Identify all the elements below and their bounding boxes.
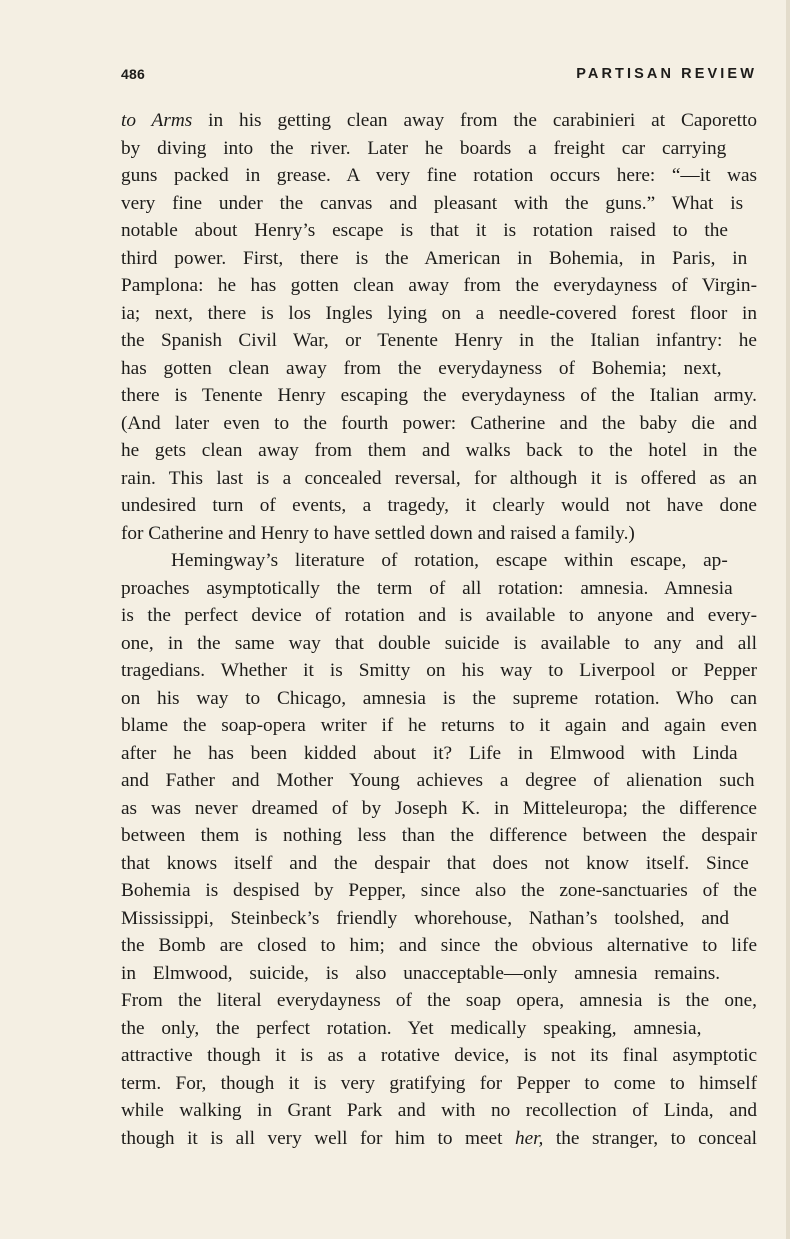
text-line: after he has been kidded about it? Life in Elmwood with Linda [121, 742, 738, 764]
text-line: while walking in Grant Park and with no recollection of Linda, and [121, 1100, 757, 1121]
text-line: to Arms in his getting clean away from the carabinieri at Caporetto [121, 110, 758, 131]
text-line: there is Tenente Henry escaping the everydayness of the Italian army. [121, 385, 757, 406]
page-edge [786, 0, 790, 1239]
text-line: blame the soap-opera writer if he returns to it again and again even [121, 715, 757, 736]
text-line: though it is all very well for him to meet her, the stranger, to conceal [121, 1127, 757, 1149]
text-line: From the literal everydayness of the soap opera, amnesia is the one, [121, 990, 757, 1011]
text-line: in Elmwood, suicide, is also unacceptable—only amnesia remains. [121, 962, 721, 984]
italic-text: her, [514, 1127, 544, 1149]
text-line: has gotten clean away from the everydayness of Bohemia; next, [121, 357, 722, 379]
text-line: that knows itself and the despair that does not know itself. Since [121, 852, 749, 874]
body-text [121, 107, 757, 1152]
text-line: undesired turn of events, a tragedy, it clearly would not have done [121, 495, 757, 516]
text-line: and Father and Mother Young achieves a degree of alienation such [121, 770, 755, 791]
text-line: the Spanish Civil War, or Tenente Henry in the Italian infantry: he [121, 330, 757, 351]
text-line: tragedians. Whether it is Smitty on his way to Liverpool or Pepper [121, 660, 757, 681]
text-line: between them is nothing less than the difference between the despair [121, 825, 757, 846]
text-line: notable about Henry’s escape is that it is rotation raised to the [121, 220, 728, 241]
text-line: the Bomb are closed to him; and since the obvious alternative to life [121, 935, 757, 956]
text-line: Pamplona: he has gotten clean away from the everydayness of Virgin- [121, 275, 757, 296]
running-head [121, 66, 757, 86]
journal-title: PARTISAN REVIEW [576, 66, 757, 82]
page-number: 486 [121, 66, 145, 82]
text-line: third power. First, there is the American in Bohemia, in Paris, in [121, 247, 748, 269]
text-line: term. For, though it is very gratifying for Pepper to come to himself [121, 1072, 757, 1094]
text-line: is the perfect device of rotation and is available to anyone and every- [121, 605, 757, 626]
text-line: ia; next, there is los Ingles lying on a needle-covered forest floor in [121, 302, 757, 324]
text-line: attractive though it is as a rotative device, is not its final asymptotic [121, 1045, 757, 1066]
text-line: on his way to Chicago, amnesia is the supreme rotation. Who can [121, 687, 757, 709]
text-line: one, in the same way that double suicide is available to any and all [121, 632, 757, 654]
text-line: very fine under the canvas and pleasant with the guns.” What is [121, 192, 744, 214]
paragraph [121, 107, 757, 547]
text-line: Bohemia is despised by Pepper, since also the zone-sanctuaries of the [121, 880, 757, 901]
text-line: proaches asymptotically the term of all rotation: amnesia. Amnesia [121, 577, 733, 599]
text-line: Hemingway’s literature of rotation, escape within escape, ap- [171, 550, 728, 571]
text-line: rain. This last is a concealed reversal, for although it is offered as an [121, 467, 757, 489]
text-line: as was never dreamed of by Joseph K. in Mitteleuropa; the difference [121, 797, 757, 819]
text-line: guns packed in grease. A very fine rotation occurs here: “—it was [121, 165, 757, 186]
italic-text: to Arms [121, 110, 193, 131]
text-line: he gets clean away from them and walks back to the hotel in the [121, 440, 757, 461]
text-line: by diving into the river. Later he boards a freight car carrying [121, 137, 727, 159]
paragraph [121, 547, 757, 1152]
text-line: for Catherine and Henry to have settled down and raised a family.) [121, 522, 635, 544]
text-line: the only, the perfect rotation. Yet medically speaking, amnesia, [121, 1017, 702, 1039]
text-line: Mississippi, Steinbeck’s friendly whorehouse, Nathan’s toolshed, and [121, 907, 730, 929]
text-line: (And later even to the fourth power: Catherine and the baby die and [121, 412, 757, 434]
